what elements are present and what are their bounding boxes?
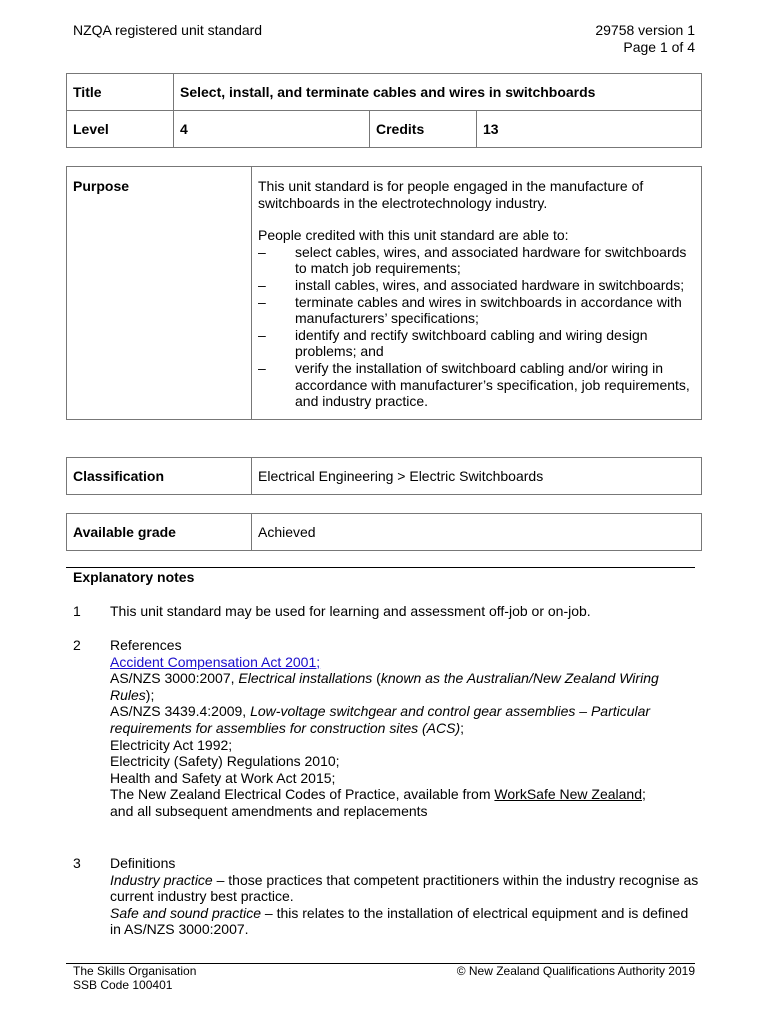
reference-codes-of-practice: The New Zealand Electrical Codes of Practice, available from WorkSafe New Zealand; — [110, 786, 646, 803]
title-label: Title — [67, 74, 174, 111]
definition-safe-sound-practice: Safe and sound practice – this relates to the installation of electrical equipment and is defined in AS/NZS 3000:2007. — [110, 904, 689, 938]
header-version: 29758 version 1 — [595, 22, 695, 38]
dash-bullet: – — [258, 326, 266, 343]
note-number: 1 — [73, 603, 81, 619]
reference-safety-regulations: Electricity (Safety) Regulations 2010; — [110, 753, 340, 770]
classification-label: Classification — [67, 458, 252, 495]
level-label: Level — [67, 111, 174, 148]
outcome-text: verify the installation of switchboard cabling and/or wiring in accordance with manufacturer’s specification, job requirements, and industry practice. — [295, 359, 690, 410]
note-number: 2 — [73, 637, 81, 653]
note-3-definitions — [73, 855, 703, 938]
outcome-text: terminate cables and wires in switchboards in accordance with manufacturers’ specifications; — [295, 293, 682, 327]
outcome-text: select cables, wires, and associated hardware for switchboards to match job requirements; — [295, 243, 687, 277]
grade-value: Achieved — [252, 514, 702, 551]
definition-industry-practice: Industry practice – those practices that competent practitioners within the industry recognise as current industry best practice. — [110, 871, 699, 905]
reference-electricity-act: Electricity Act 1992; — [110, 736, 233, 753]
header-version-block — [595, 22, 695, 55]
reference-switchgear: AS/NZS 3439.4:2009, Low-voltage switchgear and control gear assemblies – Particular requirements for assemblies for construction sites (ACS); — [110, 703, 651, 736]
footer-ssb-code: SSB Code 100401 — [73, 977, 173, 992]
purpose-table — [66, 166, 702, 420]
classification-table — [66, 457, 702, 495]
notes-top-rule — [66, 567, 695, 568]
summary-table — [66, 73, 702, 148]
worksafe-link[interactable]: WorkSafe New Zealand — [494, 786, 642, 803]
purpose-paragraph: This unit standard is for people engaged in the manufacture of switchboards in the electrotechnology industry. — [258, 178, 644, 211]
purpose-intro: People credited with this unit standard are able to: — [258, 227, 569, 244]
outcome-text: identify and rectify switchboard cabling and wiring design problems; and — [295, 326, 648, 360]
accident-compensation-act-link[interactable]: Accident Compensation Act 2001; — [110, 653, 321, 670]
outcome-text: install cables, wires, and associated hardware in switchboards; — [295, 276, 685, 293]
dash-bullet: – — [258, 276, 266, 293]
list-item — [258, 277, 695, 294]
outcomes-list — [258, 244, 695, 410]
footer-org-name: The Skills Organisation — [73, 964, 197, 978]
note-number: 3 — [73, 855, 81, 871]
reference-wiring-rules: AS/NZS 3000:2007, Electrical installations (known as the Australian/New Zealand Wiring Rules); — [110, 670, 659, 703]
dash-bullet: – — [258, 243, 266, 260]
classification-value: Electrical Engineering > Electric Switchboards — [252, 458, 702, 495]
reference-amendments: and all subsequent amendments and replacements — [110, 802, 428, 819]
grade-label: Available grade — [67, 514, 252, 551]
references-heading: References — [110, 637, 182, 653]
credits-label: Credits — [370, 111, 477, 148]
header-page-number: Page 1 of 4 — [623, 38, 695, 55]
footer-copyright: © New Zealand Qualifications Authority 2019 — [456, 964, 695, 978]
note-text: This unit standard may be used for learning and assessment off-job or on-job. — [110, 603, 591, 619]
list-item — [258, 327, 695, 360]
notes-title: Explanatory notes — [73, 569, 195, 585]
list-item — [258, 360, 695, 410]
level-value: 4 — [174, 111, 370, 148]
note-1 — [73, 603, 703, 620]
dash-bullet: – — [258, 359, 266, 376]
reference-health-safety-act: Health and Safety at Work Act 2015; — [110, 769, 336, 786]
purpose-label: Purpose — [67, 167, 252, 420]
list-item — [258, 244, 695, 277]
dash-bullet: – — [258, 293, 266, 310]
purpose-content — [252, 167, 702, 420]
title-value: Select, install, and terminate cables and wires in switchboards — [174, 74, 702, 111]
definitions-heading: Definitions — [110, 855, 176, 871]
grade-table — [66, 513, 702, 551]
header-doc-type: NZQA registered unit standard — [73, 22, 263, 38]
credits-value: 13 — [477, 111, 702, 148]
note-2-references — [73, 637, 703, 820]
list-item — [258, 294, 695, 327]
footer-organisation — [73, 965, 196, 992]
